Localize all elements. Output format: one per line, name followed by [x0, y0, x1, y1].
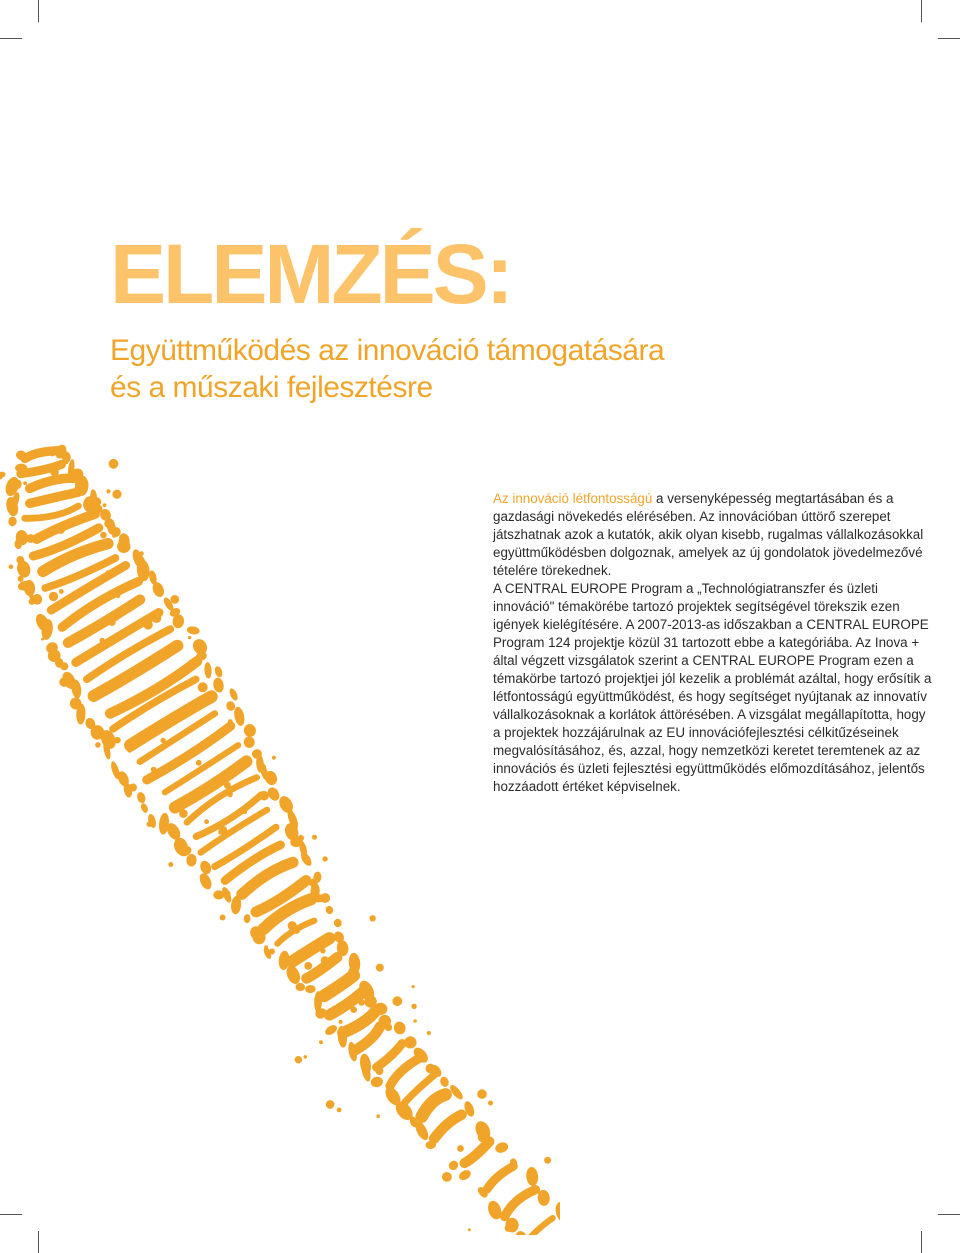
helix-bead: [447, 1159, 460, 1172]
helix-dot: [260, 764, 266, 770]
helix-rung: [30, 492, 79, 503]
helix-bead: [295, 983, 305, 992]
helix-dot: [231, 691, 235, 695]
helix-dot: [151, 656, 156, 661]
helix-dot: [304, 1055, 308, 1059]
helix-dot: [360, 1039, 369, 1048]
helix-dot: [339, 1020, 343, 1024]
helix-dot: [160, 719, 165, 724]
helix-dot: [143, 620, 152, 629]
helix-dot: [239, 784, 242, 787]
helix-dot: [160, 738, 165, 743]
helix-bead: [333, 918, 342, 928]
helix-dot: [544, 1157, 551, 1164]
helix-dot: [412, 985, 415, 988]
helix-dot: [304, 962, 312, 970]
helix-dot: [168, 862, 173, 867]
helix-dot: [114, 737, 121, 744]
helix-bead: [243, 723, 258, 739]
helix-dot: [288, 956, 296, 964]
helix-dot: [322, 856, 327, 861]
helix-dot: [376, 1114, 380, 1118]
helix-dot: [358, 999, 365, 1006]
helix-rung: [487, 1166, 513, 1189]
helix-dot: [320, 948, 325, 953]
helix-dot: [198, 682, 208, 692]
helix-dot: [295, 1056, 302, 1063]
helix-bead: [214, 665, 224, 678]
helix-rung: [377, 1044, 402, 1068]
helix-dot: [468, 1228, 471, 1231]
helix-dot: [312, 835, 317, 840]
helix-bead: [494, 1141, 510, 1155]
helix-dot: [223, 891, 228, 896]
helix-dot: [321, 956, 329, 964]
helix-dot: [66, 525, 69, 528]
helix-dot: [64, 460, 68, 464]
helix-bead: [8, 516, 17, 526]
helix-dot: [151, 767, 157, 773]
helix-bead: [525, 1166, 539, 1186]
crop-mark: [38, 0, 39, 22]
helix-rung: [324, 976, 354, 996]
helix-dot: [288, 921, 297, 930]
helix-dot: [452, 1167, 455, 1170]
helix-dot: [188, 636, 191, 639]
helix-dot: [95, 742, 101, 748]
helix-dot: [170, 595, 179, 604]
helix-dot: [60, 662, 68, 670]
subtitle-line-1: Együttműködés az innováció támogatására: [110, 334, 665, 367]
helix-dot: [319, 1040, 323, 1044]
helix-bead: [370, 1076, 384, 1089]
helix-rung: [343, 1010, 377, 1033]
helix-dot: [100, 638, 105, 643]
helix-dot: [337, 1108, 342, 1113]
helix-rung: [434, 1115, 461, 1139]
helix-bead: [325, 905, 335, 915]
dna-helix-artwork-icon: [0, 440, 560, 1235]
helix-dot: [288, 909, 294, 915]
helix-dot: [298, 835, 304, 841]
helix-bead: [392, 1020, 407, 1036]
helix-dot: [112, 490, 121, 499]
helix-dot: [319, 1008, 326, 1015]
helix-bead: [140, 802, 150, 814]
helix-dot: [23, 481, 27, 485]
helix-rung: [528, 1218, 553, 1235]
helix-bead: [457, 1168, 472, 1182]
helix-bead: [305, 985, 316, 994]
crop-mark: [921, 0, 922, 22]
helix-dot: [243, 810, 247, 814]
helix-dot: [411, 1004, 416, 1009]
helix-dot: [427, 1031, 431, 1035]
helix-rung: [465, 1142, 490, 1164]
helix-bead: [204, 662, 212, 679]
helix-dot: [100, 532, 107, 539]
helix-dot: [413, 1019, 417, 1023]
helix-dot: [505, 1224, 512, 1231]
helix-dot: [488, 1101, 493, 1106]
helix-dot: [152, 613, 162, 623]
helix-dot: [369, 915, 375, 921]
helix-dot: [109, 459, 119, 469]
helix-dot: [204, 819, 209, 824]
helix-dot: [112, 533, 116, 537]
helix-dot: [18, 576, 24, 582]
helix-dot: [84, 514, 87, 517]
helix-dot: [228, 719, 233, 724]
helix-dot: [49, 592, 58, 601]
helix-dot: [375, 1067, 383, 1075]
helix-rung: [390, 1058, 420, 1086]
helix-dot: [106, 489, 110, 493]
helix-strands: [0, 443, 560, 1235]
helix-dot: [392, 996, 402, 1006]
helix-dot: [193, 701, 198, 706]
helix-dot: [59, 677, 69, 687]
helix-dot: [264, 945, 268, 949]
crop-mark: [938, 38, 960, 39]
helix-bead: [186, 854, 197, 867]
helix-dot: [224, 782, 231, 789]
helix-rung: [422, 1095, 446, 1117]
helix-dot: [103, 503, 107, 507]
helix-dot: [147, 822, 152, 827]
helix-rung: [25, 506, 79, 518]
body-paragraph: A CENTRAL EUROPE Program a „Technológiatranszfer és üzleti innováció" témakörébe tartozó projektek segítségével törekszik ezen igények kielégítésére. A 2007-2013-as időszakban a CENTRAL EUROPE Program 124 projektje közül 31 tartozott ebbe a kategóriába. Az Inova + által végzett vizsgálatok szerint a CENTRAL EUROPE Program ezen a témakörbe tartozó projektjei jól kezelik a problémát azáltal, hogy erősítik a létfontosságú együttműködést, és hogy segítséget nyújtanak az innovatív vállalkozásoknak a korlátok áttörésében. A vizsgálat megállapította, hogy a projektek hozzájárulnak az EU innovációfejlesztési célkitűzéseinek megvalósításához, és, azzal, hogy nemzetközi keretet teremtenek az az innovációs és üzleti fejlesztési együttműködés előmozdításához, jelentős hozzáadott értéket képviselnek.: [493, 581, 932, 794]
helix-dot: [457, 1145, 464, 1152]
crop-mark: [0, 38, 22, 39]
helix-bead: [136, 791, 147, 804]
helix-dot: [309, 879, 317, 887]
helix-dot: [442, 1172, 452, 1182]
helix-bead: [243, 914, 251, 924]
helix-dot: [218, 831, 222, 835]
intro-highlight: Az innováció létfontosságú: [493, 491, 653, 506]
helix-dot: [50, 468, 59, 477]
intro-text: a versenyképesség megtartásában és a gazdasági növekedés elérésében. Az innovációban úttörő szerepet játszhatnak azok a kutatók, akik olyan kisebb, rugalmas vállalkozásokkal együttműködésben dolgoznak, amelyek az új gondolatok jövedelmezővé tételére törekednek.: [493, 491, 924, 578]
helix-dot: [127, 748, 132, 753]
subtitle-line-2: és a műszaki fejlesztésre: [110, 371, 433, 404]
page-title: ELEMZÉS:: [110, 227, 511, 321]
helix-dot: [196, 760, 202, 766]
helix-dot: [111, 526, 115, 530]
helix-dot: [272, 756, 276, 760]
helix-dot: [9, 565, 14, 570]
article-body: [493, 490, 933, 796]
crop-mark: [938, 1214, 960, 1215]
helix-dot: [267, 916, 275, 924]
helix-dot: [326, 1100, 335, 1109]
page-subtitle: [110, 332, 664, 406]
helix-dot: [139, 551, 143, 555]
helix-dot: [114, 616, 119, 621]
helix-dot: [106, 570, 109, 573]
helix-bead: [198, 859, 213, 876]
helix-dot: [227, 792, 233, 798]
helix-dot: [57, 526, 65, 534]
helix-rung: [30, 478, 74, 488]
helix-bead: [197, 871, 214, 891]
helix-dot: [350, 1006, 357, 1013]
helix-dot: [94, 505, 102, 513]
helix-dot: [478, 1133, 488, 1143]
helix-bead: [242, 735, 256, 749]
helix-dot: [320, 893, 330, 903]
helix-dot: [477, 1089, 487, 1099]
helix-dot: [129, 784, 137, 792]
helix-dot: [45, 564, 50, 569]
helix-dot: [179, 809, 188, 818]
intro-paragraph: [493, 490, 933, 580]
helix-dot: [50, 451, 55, 456]
helix-dot: [141, 573, 146, 578]
helix-dot: [269, 949, 275, 955]
crop-mark: [921, 1231, 922, 1253]
helix-dot: [76, 515, 84, 523]
helix-dot: [26, 534, 35, 543]
helix-dot: [220, 915, 226, 921]
helix-rung: [505, 1190, 536, 1217]
helix-bead: [186, 625, 200, 635]
helix-bead: [403, 1035, 418, 1050]
helix-rung: [68, 600, 140, 643]
helix-dot: [259, 791, 269, 801]
helix-dot: [116, 594, 120, 598]
helix-dot: [376, 964, 384, 972]
helix-dot: [331, 1027, 335, 1031]
helix-dot: [41, 638, 44, 641]
helix-dot: [59, 589, 64, 594]
helix-bead: [439, 1075, 451, 1088]
helix-dot: [29, 598, 36, 605]
helix-dot: [385, 1024, 392, 1031]
